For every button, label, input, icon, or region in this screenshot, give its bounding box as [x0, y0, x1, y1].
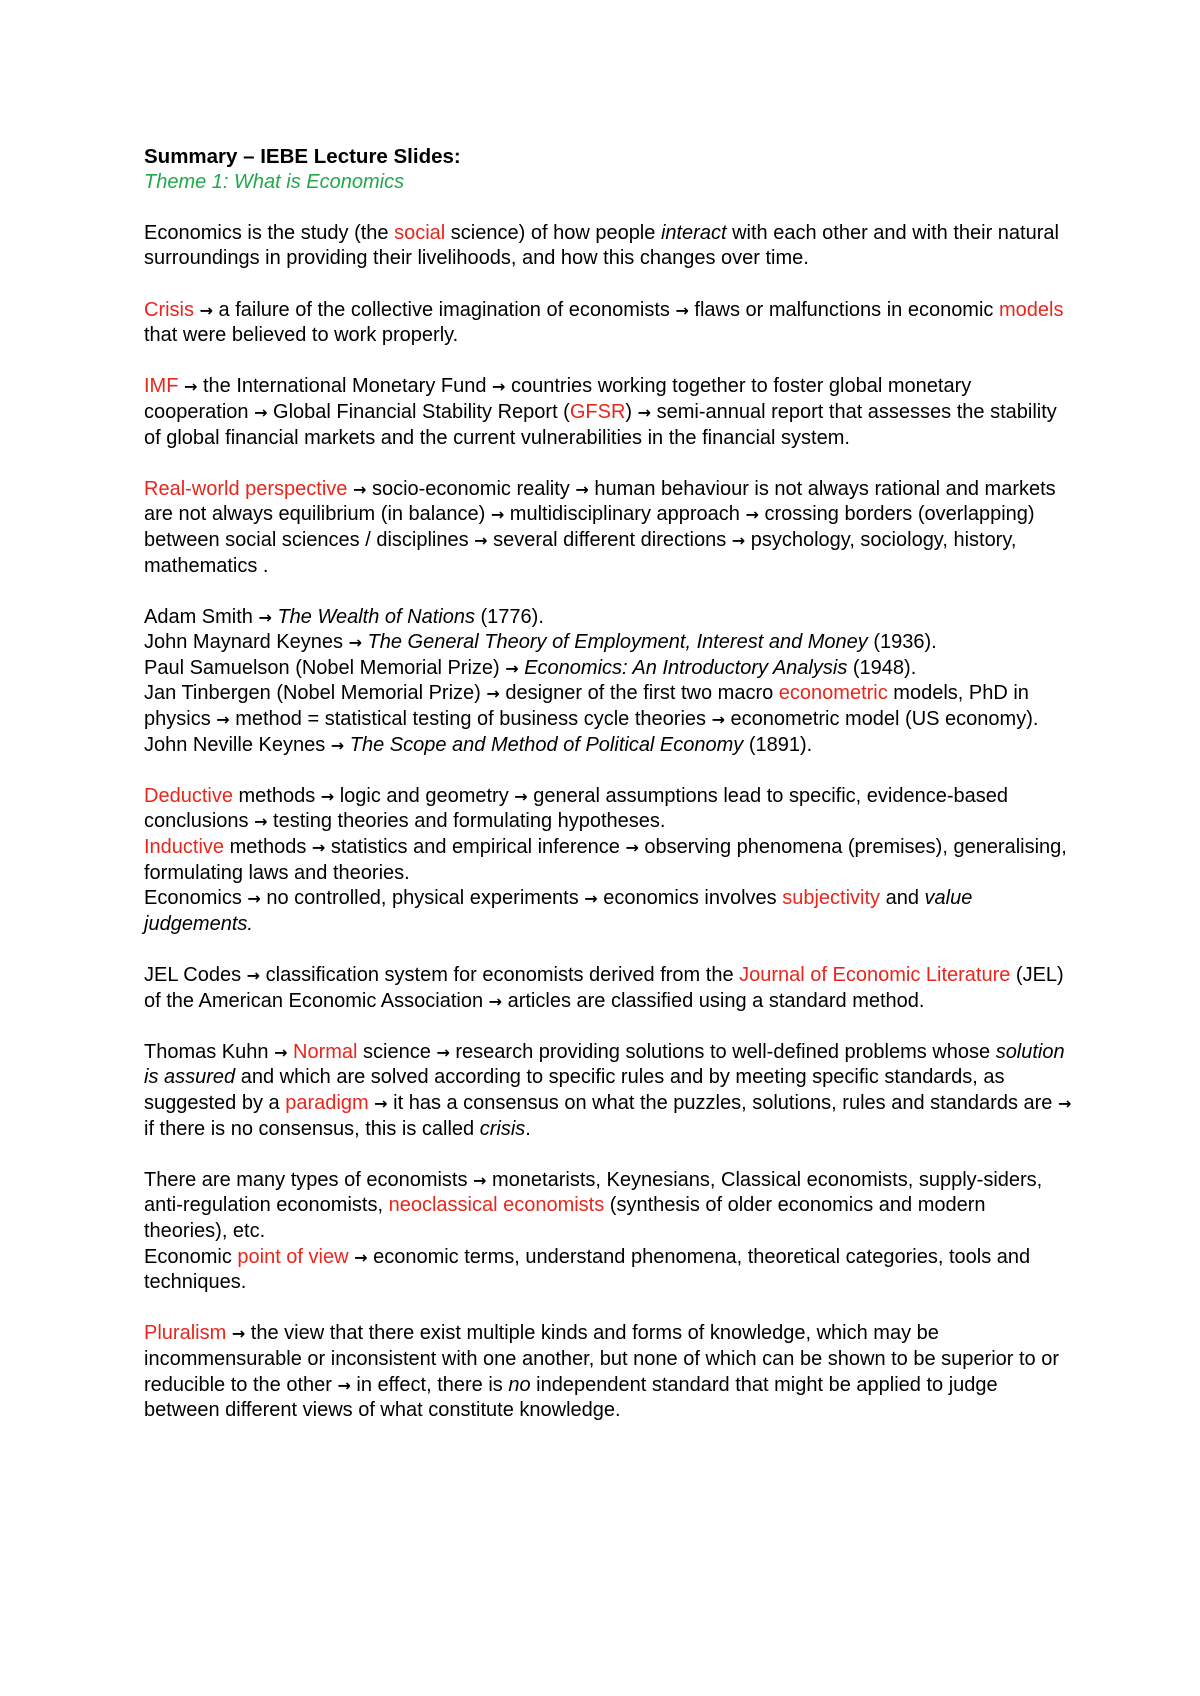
paragraph [144, 733, 1074, 759]
text-run: that were believed to work properly. [144, 324, 459, 347]
paragraph-spacer [144, 195, 1074, 221]
paragraph [144, 1040, 1074, 1142]
paragraph [144, 1245, 1074, 1296]
paragraph [144, 630, 1074, 656]
paragraph-spacer [144, 579, 1074, 605]
arrow-icon: → [354, 1247, 368, 1267]
text-run: the International Monetary Fund [197, 375, 493, 398]
text-run: methods [224, 836, 312, 859]
arrow-icon: → [711, 710, 725, 730]
text-run: if there is no consensus, this is called [144, 1117, 480, 1140]
text-run: John Neville Keynes [144, 733, 331, 756]
text-run: Economics [144, 887, 248, 910]
paragraph-spacer [144, 451, 1074, 477]
arrow-icon: → [625, 838, 639, 858]
arrow-icon: → [216, 710, 230, 730]
arrow-icon: → [320, 786, 335, 806]
arrow-icon: → [274, 1042, 288, 1062]
document-title: Summary – IEBE Lecture Slides: [144, 145, 461, 168]
text-run: (1948). [847, 656, 917, 679]
arrow-icon: → [731, 530, 746, 550]
highlighted-term: Inductive [144, 836, 225, 859]
text-run: econometric model (US economy). [724, 708, 1039, 731]
text-run: multidisciplinary approach [504, 503, 746, 526]
text-run: in effect, there is [350, 1373, 509, 1396]
text-run: with each other and with their natural surroundings in providing their livelihoods, and how this changes over time. [144, 221, 1059, 270]
text-run: a failure of the collective imagination of economists [212, 298, 676, 321]
highlighted-term: models [998, 298, 1064, 321]
text-run: and [880, 887, 925, 910]
highlighted-term: GFSR [569, 400, 626, 423]
document-body [144, 195, 1074, 1424]
text-run: John Maynard Keynes [144, 631, 349, 654]
text-run: research providing solutions to well-defined problems whose [449, 1040, 996, 1063]
text-run: ) [625, 400, 638, 423]
arrow-icon: → [492, 377, 506, 397]
arrow-icon: → [745, 505, 759, 525]
text-run: Adam Smith [144, 605, 259, 628]
arrow-icon: → [258, 607, 272, 627]
text-run: logic and geometry [334, 784, 515, 807]
paragraph-spacer [144, 937, 1074, 963]
text-run: Thomas Kuhn [144, 1040, 275, 1063]
arrow-icon: → [436, 1042, 450, 1062]
arrow-icon: → [247, 889, 261, 909]
italic-text: Economics: An Introductory Analysis [524, 656, 848, 679]
arrow-icon: → [514, 786, 528, 806]
highlighted-term: point of view [237, 1245, 349, 1268]
highlighted-term: Pluralism [144, 1322, 227, 1345]
text-run: general assumptions lead to specific, evidence-based conclusions [144, 784, 1008, 833]
arrow-icon: → [330, 735, 345, 755]
text-run: crossing borders (overlapping) between social sciences / disciplines [144, 503, 1035, 551]
text-run: several different directions [487, 528, 732, 551]
text-run: Economics is the study (the [144, 221, 395, 244]
highlighted-term: IMF [144, 375, 179, 398]
arrow-icon: → [474, 530, 488, 550]
highlighted-term: Real-world perspective [144, 477, 348, 500]
arrow-icon: → [473, 1170, 487, 1190]
text-run: economics involves [597, 887, 783, 910]
text-run: articles are classified using a standard method. [502, 989, 925, 1012]
text-run: independent standard that might be applied to judge between different views of what constitute knowledge. [144, 1373, 998, 1422]
paragraph [144, 681, 1074, 732]
paragraph-spacer [144, 1142, 1074, 1168]
arrow-icon: → [584, 889, 598, 909]
text-run: observing phenomena (premises), generalising, formulating laws and theories. [144, 836, 1067, 884]
text-run: JEL Codes [144, 964, 247, 986]
arrow-icon: → [337, 1375, 351, 1395]
text-run: economic terms, understand phenomena, theoretical categories, tools and techniques. [144, 1245, 1031, 1294]
arrow-icon: → [374, 1093, 388, 1113]
text-run: socio-economic reality [366, 477, 576, 500]
text-run: psychology, sociology, history, mathematics . [144, 528, 1017, 577]
paragraph-spacer [144, 1296, 1074, 1322]
highlighted-term: subjectivity [782, 887, 881, 910]
italic-text: The Wealth of Nations [277, 605, 475, 628]
text-run: models, PhD in physics [144, 682, 1029, 731]
paragraph [144, 221, 1074, 272]
text-run: it has a consensus on what the puzzles, solutions, rules and standards are [387, 1091, 1058, 1114]
paragraph [144, 1321, 1074, 1423]
arrow-icon: → [575, 479, 589, 499]
text-run: flaws or malfunctions in economic [688, 298, 999, 321]
highlighted-term: paradigm [285, 1091, 369, 1114]
paragraph-spacer [144, 349, 1074, 375]
paragraph-spacer [144, 1014, 1074, 1040]
paragraph [144, 886, 1074, 937]
arrow-icon: → [637, 402, 652, 422]
arrow-icon: → [254, 402, 268, 422]
text-run: monetarists, Keynesians, Classical economists, supply-siders, anti-regulation economists, [144, 1168, 1043, 1217]
italic-text: interact [660, 221, 727, 244]
text-run: countries working together to foster global monetary cooperation [144, 375, 972, 423]
text-run: testing theories and formulating hypotheses. [267, 810, 666, 833]
arrow-icon: → [184, 377, 198, 397]
text-run: methods [232, 784, 321, 807]
arrow-icon: → [505, 658, 519, 678]
paragraph [144, 835, 1074, 886]
arrow-icon: → [254, 812, 268, 832]
italic-text: value judgements. [144, 887, 973, 935]
italic-text: The Scope and Method of Political Economy [349, 733, 744, 756]
text-run: classification system for economists derived from the [260, 964, 740, 986]
text-run: Jan Tinbergen (Nobel Memorial Prize) [144, 682, 487, 705]
text-run: science) of how people [445, 221, 661, 244]
arrow-icon: → [675, 300, 689, 320]
paragraph [144, 963, 1074, 1014]
text-run: (1776). [474, 605, 544, 628]
text-run: (JEL) of the American Economic Association [144, 964, 1064, 1012]
paragraph [144, 374, 1074, 451]
highlighted-term: Normal [293, 1040, 358, 1063]
arrow-icon: → [199, 300, 213, 320]
arrow-icon: → [311, 838, 326, 858]
arrow-icon: → [490, 505, 505, 525]
paragraph [144, 784, 1074, 835]
text-run: Global Financial Stability Report ( [267, 400, 570, 423]
highlighted-term: neoclassical economists [388, 1194, 605, 1217]
text-run: (1891). [743, 733, 813, 756]
document-page [144, 144, 1074, 1424]
paragraph-spacer [144, 758, 1074, 784]
text-run: statistics and empirical inference [325, 836, 626, 859]
italic-text: The General Theory of Employment, Interest and Money [367, 631, 868, 654]
italic-text: no [508, 1373, 531, 1396]
paragraph [144, 298, 1074, 349]
text-run: . [525, 1117, 531, 1140]
italic-text: solution is assured [144, 1040, 1065, 1089]
highlighted-term: social [394, 221, 446, 244]
text-run: designer of the first two macro [499, 682, 779, 705]
text-run: Paul Samuelson (Nobel Memorial Prize) [144, 656, 506, 679]
paragraph [144, 477, 1074, 579]
italic-text: crisis [479, 1117, 526, 1140]
paragraph [144, 605, 1074, 631]
text-run: Economic [144, 1245, 238, 1268]
arrow-icon: → [486, 684, 500, 704]
text-run: method = statistical testing of business cycle theories [229, 708, 712, 731]
highlighted-term: Deductive [144, 784, 233, 807]
arrow-icon: → [348, 633, 362, 653]
highlighted-term: econometric [778, 682, 888, 705]
highlighted-term: Journal of Economic Literature [739, 964, 1011, 986]
text-run: and which are solved according to specific rules and by meeting specific standards, as suggested by a [144, 1066, 1005, 1114]
text-run: There are many types of economists [144, 1168, 474, 1191]
text-run: science [357, 1040, 437, 1063]
text-run: human behaviour is not always rational and markets are not always equilibrium (in balance) [144, 477, 1056, 526]
arrow-icon: → [246, 966, 261, 985]
text-run: semi-annual report that assesses the stability of global financial markets and the current vulnerabilities in the financial system. [144, 400, 1057, 449]
paragraph [144, 1168, 1074, 1245]
text-run: no controlled, physical experiments [260, 887, 585, 910]
highlighted-term: Crisis [144, 298, 194, 321]
arrow-icon: → [352, 479, 367, 499]
text-run: the view that there exist multiple kinds and forms of knowledge, which may be incommensurable or inconsistent with one another, but none of which can be shown to be superior to or reducible to the other [144, 1322, 1059, 1396]
text-run: (1936). [867, 631, 937, 654]
paragraph-spacer [144, 272, 1074, 298]
text-run: (synthesis of older economics and modern theories), etc. [144, 1194, 986, 1242]
arrow-icon: → [1057, 1093, 1072, 1113]
arrow-icon: → [231, 1324, 246, 1344]
paragraph [144, 656, 1074, 682]
arrow-icon: → [488, 991, 503, 1011]
theme-heading: Theme 1: What is Economics [144, 170, 405, 193]
